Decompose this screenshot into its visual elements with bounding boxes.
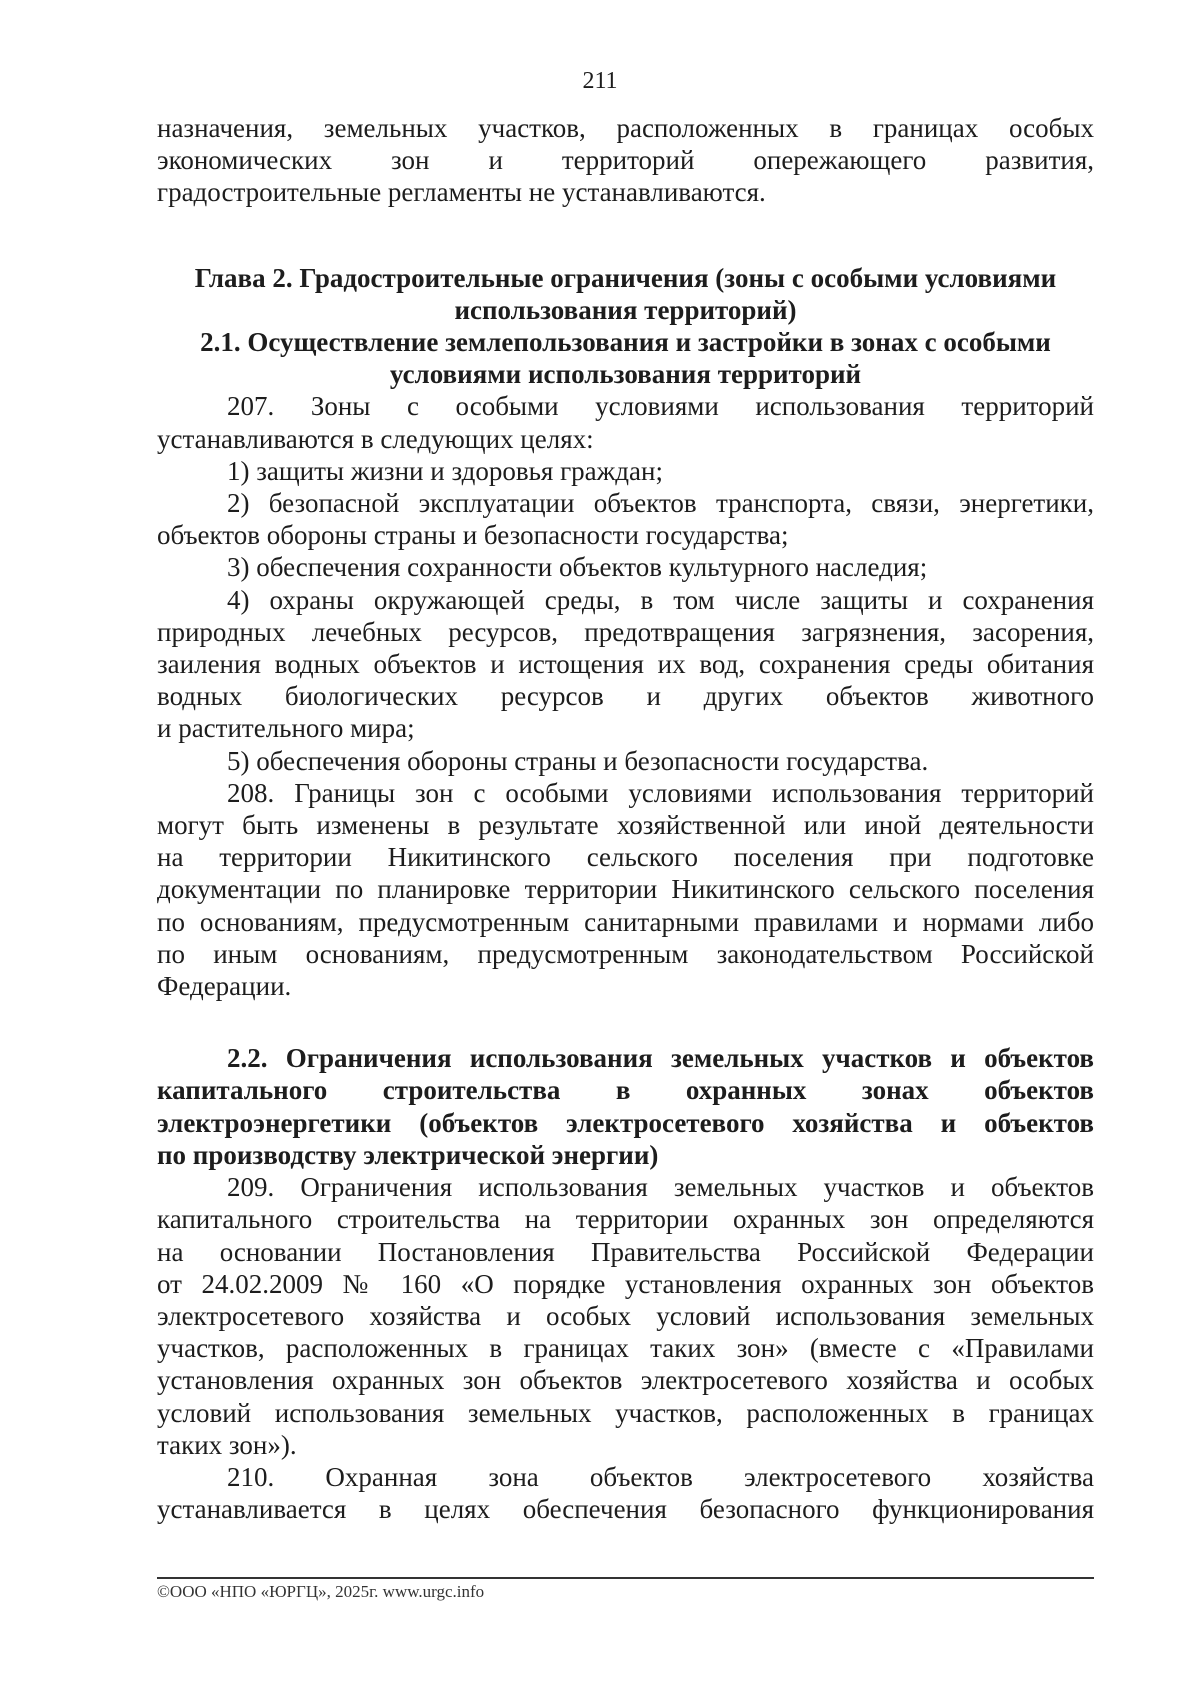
page-number: 211 [582, 68, 618, 94]
paragraph-line: участков, расположенных в границах таких зон» (вместе с «Правилами [157, 1333, 1094, 1364]
paragraph-line: на основании Постановления Правительства Российской Федерации [157, 1236, 1094, 1267]
paragraph-line: Федерации. [157, 971, 292, 1002]
list-item: 2) безопасной эксплуатации объектов транспорта, связи, энергетики, [227, 488, 1094, 519]
list-item-continuation: объектов обороны страны и безопасности государства; [157, 520, 789, 551]
footer-copyright: ©ООО «НПО «ЮРГЦ», 2025г. www.urgc.info [157, 1582, 485, 1601]
paragraph-line: условий использования земельных участков, расположенных в границах [157, 1397, 1094, 1428]
list-item-continuation: водных биологических ресурсов и других объектов животного [157, 681, 1094, 712]
paragraph-line: по основаниям, предусмотренным санитарными правилами и нормами либо [157, 906, 1094, 937]
paragraph-line: таких зон»). [157, 1429, 297, 1460]
chapter-2-heading [157, 262, 1094, 326]
section-2-1-heading [157, 326, 1094, 390]
list-item-continuation: и растительного мира; [157, 713, 415, 744]
paragraph-207 [157, 390, 1094, 776]
intro-line: градостроительные регламенты не устанавливаются. [157, 177, 766, 208]
paragraph-line: 208. Границы зон с особыми условиями использования территорий [227, 777, 1094, 808]
section-title-line: по производству электрической энергии) [157, 1139, 659, 1170]
paragraph-line: электросетевого хозяйства и особых условий использования земельных [157, 1300, 1094, 1331]
list-item: 4) охраны окружающей среды, в том числе защиты и сохранения [227, 584, 1094, 615]
list-item-continuation: природных лечебных ресурсов, предотвращения загрязнения, засорения, [157, 616, 1094, 647]
paragraph-line: 207. Зоны с особыми условиями использования территорий [227, 391, 1094, 422]
section-title-line: 2.1. Осуществление землепользования и застройки в зонах с особыми [200, 327, 1051, 358]
paragraph-line: устанавливаются в следующих целях: [157, 423, 594, 454]
intro-line: экономических зон и территорий опережающего развития, [157, 145, 1094, 176]
paragraph-line: документации по планировке территории Никитинского сельского поселения [157, 874, 1094, 905]
paragraph-line: на территории Никитинского сельского поселения при подготовке [157, 842, 1094, 873]
section-2-2-heading [157, 1042, 1094, 1171]
paragraph-line: 209. Ограничения использования земельных участков и объектов [227, 1172, 1094, 1203]
paragraph-209 [157, 1171, 1094, 1461]
list-item: 3) обеспечения сохранности объектов культурного наследия; [227, 552, 928, 583]
section-title-line: капитального строительства в охранных зонах объектов [157, 1075, 1094, 1106]
list-item-continuation: заиления водных объектов и истощения их вод, сохранения среды обитания [157, 649, 1094, 680]
paragraph-210 [157, 1461, 1094, 1525]
section-title-line: электроэнергетики (объектов электросетевого хозяйства и объектов [157, 1107, 1094, 1138]
paragraph-line: устанавливается в целях обеспечения безопасного функционирования [157, 1494, 1094, 1525]
section-title-line: условиями использования территорий [389, 359, 862, 390]
intro-line: назначения, земельных участков, расположенных в границах особых [157, 113, 1094, 143]
list-item: 5) обеспечения обороны страны и безопасности государства. [227, 745, 929, 776]
paragraph-208 [157, 777, 1094, 1002]
intro-paragraph [157, 112, 1094, 209]
paragraph-line: могут быть изменены в результате хозяйственной или иной деятельности [157, 810, 1094, 841]
paragraph-line: 210. Охранная зона объектов электросетевого хозяйства [227, 1461, 1094, 1492]
paragraph-line: капитального строительства на территории охранных зон определяются [157, 1204, 1094, 1235]
section-title-line: 2.2. Ограничения использования земельных участков и объектов [227, 1043, 1094, 1074]
chapter-title-line: использования территорий) [454, 294, 797, 325]
paragraph-line: установления охранных зон объектов электросетевого хозяйства и особых [157, 1365, 1094, 1396]
footer-divider [157, 1577, 1094, 1579]
paragraph-line: по иным основаниям, предусмотренным законодательством Российской [157, 938, 1094, 969]
paragraph-line: от 24.02.2009 № 160 «О порядке установления охранных зон объектов [157, 1268, 1094, 1299]
chapter-title-line: Глава 2. Градостроительные ограничения (зоны с особыми условиями [194, 262, 1057, 293]
document-body [157, 112, 1094, 1525]
list-item: 1) защиты жизни и здоровья граждан; [227, 455, 663, 486]
